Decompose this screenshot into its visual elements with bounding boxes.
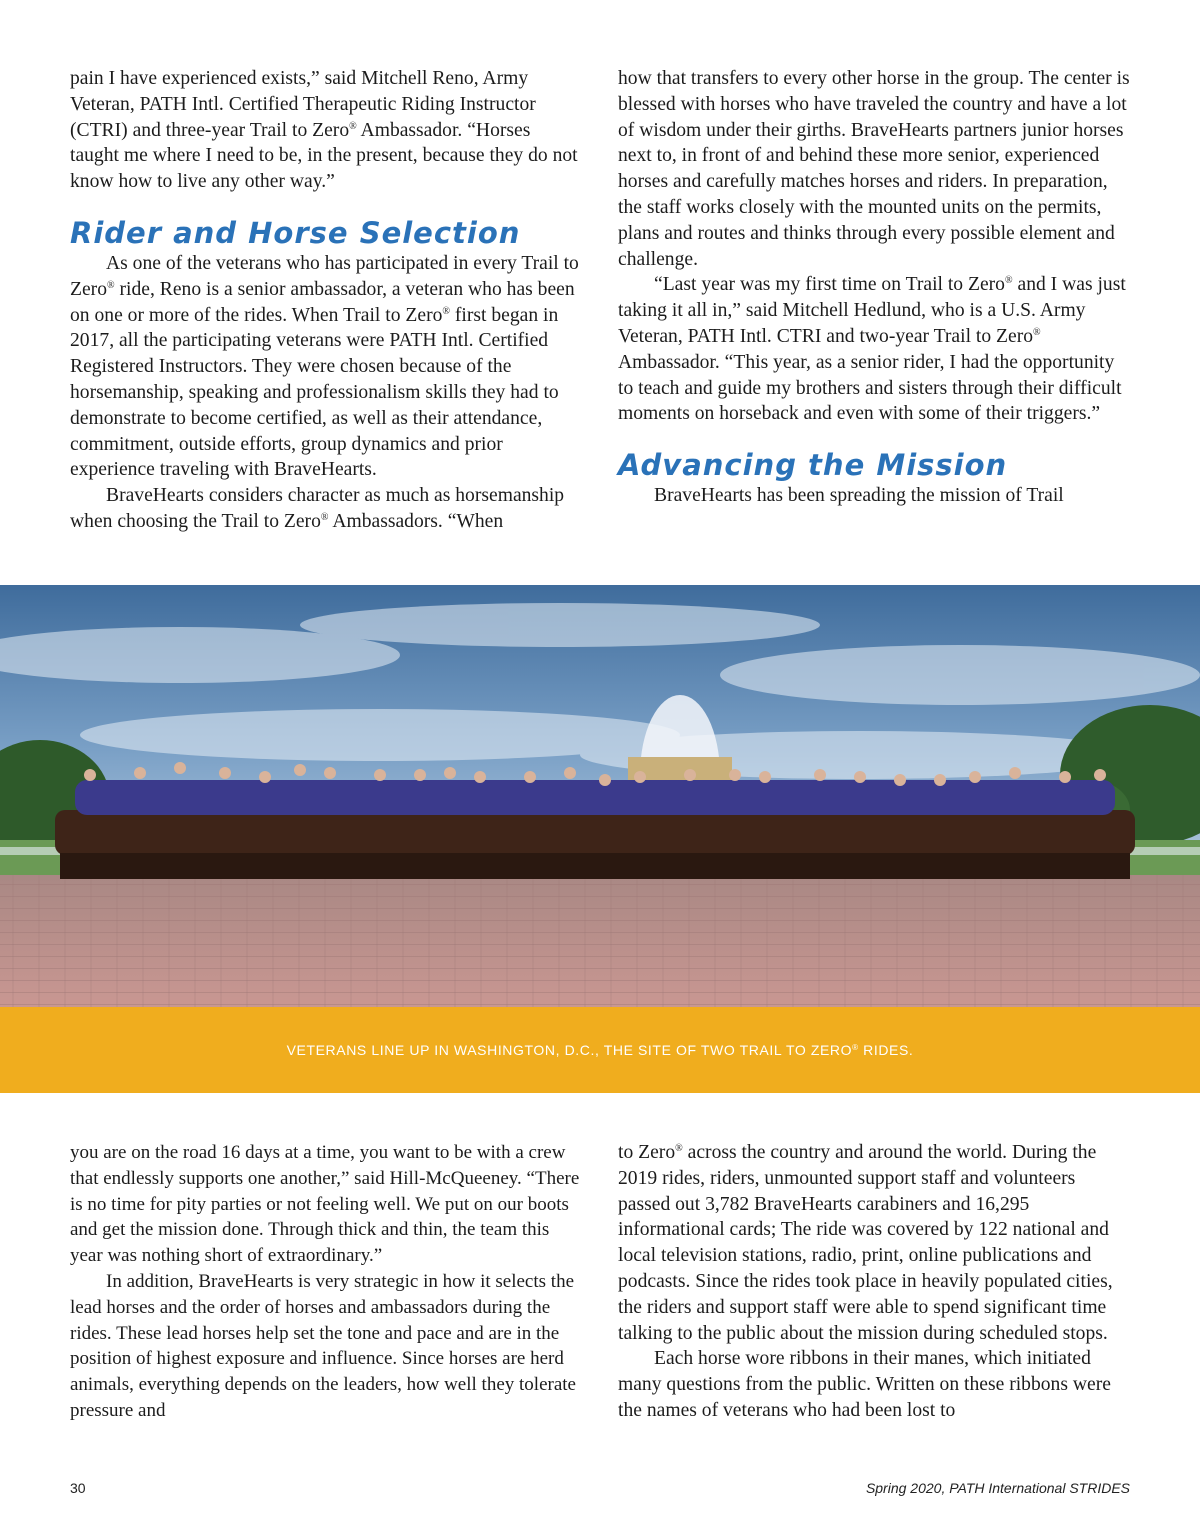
veterans-horses-photo: [0, 585, 1200, 1007]
horse-line: [55, 810, 1135, 879]
paragraph: you are on the road 16 days at a time, you want to be with a crew that endlessly supports one another,” said Hill-McQueeney. “There is no time for pity parties or not feeling well. We put on our boots and get the mission done. Through thick and thin, the team this year was nothing short of extraordinary.”: [70, 1142, 580, 1267]
right-column-bottom: [618, 1140, 1130, 1424]
section-heading-rider-horse-selection: Rider and Horse Selection: [70, 215, 521, 250]
paragraph: BraveHearts considers character as much as horsemanship when choosing the Trail to Zero® Ambassadors. “When: [70, 485, 565, 532]
section-heading-advancing-mission: Advancing the Mission: [618, 448, 1008, 483]
paragraph: Each horse wore ribbons in their manes, which initiated many questions from the public. Written on these ribbons were the names of veterans who had been lost to: [618, 1348, 1111, 1421]
caption-band: [0, 1007, 1200, 1093]
paragraph: As one of the veterans who has participated in every Trail to Zero® ride, Reno is a senior ambassador, a veteran who has been on one or more of the rides. When Trail to Zero® first began in 2017, all the participating veterans were PATH Intl. Certified Registered Instructors. They were chosen because of the horsemanship, speaking and professionalism skills they had to demonstrate to become certified, as well as their attendance, commitment, outside efforts, group dynamics and prior experience traveling with BraveHearts.: [70, 252, 579, 481]
photo-illustration: [0, 585, 1200, 1007]
paragraph: “Last year was my first time on Trail to Zero® and I was just taking it all in,” said Mitchell Hedlund, who is a U.S. Army Veteran, PATH Intl. CTRI and two-year Trail to Zero® Ambassador. “This year, as a senior rider, I had the opportunity to teach and guide my brothers and sisters through their difficult moments on horseback and even with some of their triggers.”: [618, 274, 1126, 425]
left-column-bottom: [70, 1140, 582, 1424]
paragraph: BraveHearts has been spreading the mission of Trail: [654, 485, 1064, 507]
left-column-top: [70, 66, 582, 535]
paragraph: pain I have experienced exists,” said Mitchell Reno, Army Veteran, PATH Intl. Certified Therapeutic Riding Instructor (CTRI) and three-year Trail to Zero® Ambassador. “Horses taught me where I need to be, in the present, because they do not know how to live any other way.”: [70, 68, 578, 193]
paragraph: In addition, BraveHearts is very strategic in how it selects the lead horses and the order of horses and ambassadors during the rides. These lead horses help set the tone and pace and are in the position of highest exposure and influence. Since horses are herd animals, everything depends on the leaders, how well they tolerate pressure and: [70, 1270, 576, 1421]
page-number: 30: [70, 1480, 86, 1496]
right-column-top: [618, 66, 1130, 509]
paragraph: to Zero® across the country and around the world. During the 2019 rides, riders, unmounted support staff and volunteers passed out 3,782 BraveHearts carabiners and 16,295 informational cards; The ride was covered by 122 national and local television stations, radio, print, online publications and podcasts. Since the rides took place in heavily populated cities, the riders and support staff were able to spend significant time talking to the public about the mission during scheduled stops.: [618, 1142, 1113, 1344]
rider-line: [75, 780, 1115, 815]
paragraph: how that transfers to every other horse in the group. The center is blessed with horses who have traveled the country and have a lot of wisdom under their girths. BraveHearts partners junior horses next to, in front of and behind these more senior, experienced horses and carefully matches horses and riders. In preparation, the staff works closely with the mounted units on the permits, plans and routes and thinks through every possible element and challenge.: [618, 68, 1130, 270]
publication-footer: Spring 2020, PATH International STRIDES: [865, 1480, 1130, 1496]
photo-caption: VETERANS LINE UP IN WASHINGTON, D.C., THE SITE OF TWO TRAIL TO ZERO® RIDES.: [286, 1042, 914, 1058]
